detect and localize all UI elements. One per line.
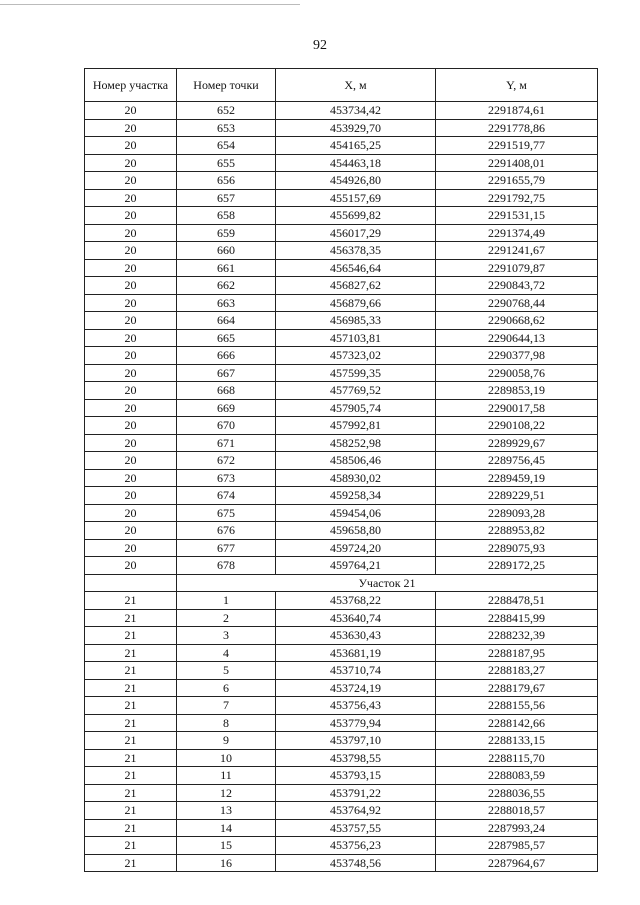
cell-plot-number: 20 <box>85 452 177 470</box>
cell-x: 455699,82 <box>276 207 436 225</box>
cell-y: 2289756,45 <box>436 452 598 470</box>
cell-plot-number: 20 <box>85 329 177 347</box>
table-row <box>85 294 598 312</box>
table-row <box>85 259 598 277</box>
cell-plot-number: 20 <box>85 364 177 382</box>
cell-x: 454165,25 <box>276 137 436 155</box>
cell-point-number: 10 <box>177 749 276 767</box>
cell-x: 459764,21 <box>276 557 436 575</box>
cell-x: 453640,74 <box>276 609 436 627</box>
cell-y: 2287993,24 <box>436 819 598 837</box>
cell-x: 453757,55 <box>276 819 436 837</box>
cell-point-number: 653 <box>177 119 276 137</box>
cell-y: 2291531,15 <box>436 207 598 225</box>
cell-y: 2288036,55 <box>436 784 598 802</box>
table-header <box>85 69 598 102</box>
cell-y: 2289459,19 <box>436 469 598 487</box>
cell-y: 2287985,57 <box>436 837 598 855</box>
table-row <box>85 347 598 365</box>
table-row <box>85 224 598 242</box>
cell-x: 453798,55 <box>276 749 436 767</box>
cell-y: 2289853,19 <box>436 382 598 400</box>
table-row <box>85 242 598 260</box>
cell-plot-number: 21 <box>85 784 177 802</box>
cell-point-number: 3 <box>177 627 276 645</box>
page-number: 92 <box>313 38 327 53</box>
cell-plot-number: 21 <box>85 802 177 820</box>
table-row <box>85 382 598 400</box>
cell-y: 2288232,39 <box>436 627 598 645</box>
section-title: Участок 21 <box>177 574 598 592</box>
cell-x: 453748,56 <box>276 854 436 872</box>
cell-y: 2287964,67 <box>436 854 598 872</box>
cell-point-number: 659 <box>177 224 276 242</box>
table-row <box>85 207 598 225</box>
header-plot-number: Номер участка <box>85 69 177 102</box>
table-row <box>85 714 598 732</box>
cell-plot-number: 21 <box>85 609 177 627</box>
cell-point-number: 668 <box>177 382 276 400</box>
cell-plot-number: 20 <box>85 417 177 435</box>
cell-y: 2291874,61 <box>436 102 598 120</box>
cell-plot-number: 20 <box>85 259 177 277</box>
table-row <box>85 154 598 172</box>
cell-point-number: 13 <box>177 802 276 820</box>
cell-point-number: 665 <box>177 329 276 347</box>
cell-x: 456879,66 <box>276 294 436 312</box>
cell-plot-number: 20 <box>85 224 177 242</box>
cell-plot-number: 21 <box>85 819 177 837</box>
cell-plot-number: 20 <box>85 522 177 540</box>
table-row <box>85 189 598 207</box>
table-row <box>85 609 598 627</box>
cell-x: 453793,15 <box>276 767 436 785</box>
table-row <box>85 137 598 155</box>
cell-plot-number: 21 <box>85 749 177 767</box>
cell-point-number: 670 <box>177 417 276 435</box>
table-row <box>85 627 598 645</box>
cell-y: 2291241,67 <box>436 242 598 260</box>
table-row <box>85 434 598 452</box>
cell-plot-number: 20 <box>85 154 177 172</box>
cell-x: 456378,35 <box>276 242 436 260</box>
cell-plot-number: 20 <box>85 347 177 365</box>
cell-y: 2290058,76 <box>436 364 598 382</box>
cell-y: 2289929,67 <box>436 434 598 452</box>
table-row <box>85 819 598 837</box>
cell-plot-number: 21 <box>85 627 177 645</box>
table-row <box>85 172 598 190</box>
cell-x: 454926,80 <box>276 172 436 190</box>
cell-x: 456017,29 <box>276 224 436 242</box>
cell-plot-number: 20 <box>85 172 177 190</box>
cell-x: 453734,42 <box>276 102 436 120</box>
table-row <box>85 399 598 417</box>
section-row <box>85 574 598 592</box>
table-row <box>85 679 598 697</box>
cell-plot-number: 20 <box>85 557 177 575</box>
cell-y: 2290843,72 <box>436 277 598 295</box>
cell-point-number: 661 <box>177 259 276 277</box>
cell-plot-number: 20 <box>85 382 177 400</box>
table-row <box>85 732 598 750</box>
section-empty-cell <box>85 574 177 592</box>
cell-x: 459658,80 <box>276 522 436 540</box>
cell-y: 2288187,95 <box>436 644 598 662</box>
cell-plot-number: 21 <box>85 679 177 697</box>
table-row <box>85 329 598 347</box>
cell-point-number: 12 <box>177 784 276 802</box>
cell-y: 2288133,15 <box>436 732 598 750</box>
top-rule <box>0 0 300 5</box>
cell-x: 453791,22 <box>276 784 436 802</box>
cell-plot-number: 21 <box>85 732 177 750</box>
cell-plot-number: 20 <box>85 137 177 155</box>
cell-point-number: 671 <box>177 434 276 452</box>
cell-point-number: 654 <box>177 137 276 155</box>
cell-point-number: 657 <box>177 189 276 207</box>
cell-plot-number: 20 <box>85 469 177 487</box>
table-row <box>85 522 598 540</box>
cell-x: 456985,33 <box>276 312 436 330</box>
cell-y: 2291792,75 <box>436 189 598 207</box>
cell-y: 2289075,93 <box>436 539 598 557</box>
table-row <box>85 539 598 557</box>
cell-plot-number: 20 <box>85 504 177 522</box>
cell-point-number: 7 <box>177 697 276 715</box>
cell-plot-number: 20 <box>85 487 177 505</box>
cell-x: 456546,64 <box>276 259 436 277</box>
table-row <box>85 469 598 487</box>
table-row <box>85 487 598 505</box>
cell-y: 2291519,77 <box>436 137 598 155</box>
cell-y: 2288179,67 <box>436 679 598 697</box>
cell-point-number: 666 <box>177 347 276 365</box>
cell-x: 453681,19 <box>276 644 436 662</box>
cell-x: 454463,18 <box>276 154 436 172</box>
cell-y: 2288183,27 <box>436 662 598 680</box>
cell-x: 453756,43 <box>276 697 436 715</box>
cell-point-number: 8 <box>177 714 276 732</box>
cell-y: 2288115,70 <box>436 749 598 767</box>
cell-x: 453764,92 <box>276 802 436 820</box>
cell-point-number: 663 <box>177 294 276 312</box>
cell-point-number: 655 <box>177 154 276 172</box>
cell-x: 453710,74 <box>276 662 436 680</box>
cell-plot-number: 21 <box>85 697 177 715</box>
cell-point-number: 678 <box>177 557 276 575</box>
cell-y: 2291655,79 <box>436 172 598 190</box>
cell-point-number: 15 <box>177 837 276 855</box>
cell-y: 2289093,28 <box>436 504 598 522</box>
cell-point-number: 664 <box>177 312 276 330</box>
cell-point-number: 669 <box>177 399 276 417</box>
cell-y: 2288018,57 <box>436 802 598 820</box>
cell-x: 457992,81 <box>276 417 436 435</box>
cell-point-number: 4 <box>177 644 276 662</box>
cell-plot-number: 21 <box>85 592 177 610</box>
cell-y: 2288953,82 <box>436 522 598 540</box>
cell-y: 2290644,13 <box>436 329 598 347</box>
cell-plot-number: 21 <box>85 767 177 785</box>
cell-point-number: 14 <box>177 819 276 837</box>
cell-point-number: 2 <box>177 609 276 627</box>
cell-plot-number: 21 <box>85 644 177 662</box>
cell-y: 2289229,51 <box>436 487 598 505</box>
cell-point-number: 656 <box>177 172 276 190</box>
cell-point-number: 5 <box>177 662 276 680</box>
cell-y: 2288155,56 <box>436 697 598 715</box>
header-x: X, м <box>276 69 436 102</box>
cell-point-number: 652 <box>177 102 276 120</box>
cell-point-number: 660 <box>177 242 276 260</box>
cell-plot-number: 20 <box>85 539 177 557</box>
cell-point-number: 675 <box>177 504 276 522</box>
cell-point-number: 674 <box>177 487 276 505</box>
header-point-number: Номер точки <box>177 69 276 102</box>
cell-y: 2288083,59 <box>436 767 598 785</box>
table-row <box>85 312 598 330</box>
cell-point-number: 6 <box>177 679 276 697</box>
cell-x: 453724,19 <box>276 679 436 697</box>
table-row <box>85 697 598 715</box>
cell-x: 458930,02 <box>276 469 436 487</box>
cell-x: 453929,70 <box>276 119 436 137</box>
cell-plot-number: 20 <box>85 277 177 295</box>
cell-y: 2291778,86 <box>436 119 598 137</box>
cell-x: 456827,62 <box>276 277 436 295</box>
table-row <box>85 277 598 295</box>
cell-plot-number: 20 <box>85 294 177 312</box>
table-row <box>85 452 598 470</box>
cell-y: 2290108,22 <box>436 417 598 435</box>
cell-x: 459724,20 <box>276 539 436 557</box>
cell-plot-number: 20 <box>85 434 177 452</box>
cell-y: 2288142,66 <box>436 714 598 732</box>
cell-x: 457905,74 <box>276 399 436 417</box>
cell-point-number: 658 <box>177 207 276 225</box>
table-row <box>85 592 598 610</box>
table-row <box>85 504 598 522</box>
table-row <box>85 749 598 767</box>
cell-plot-number: 20 <box>85 119 177 137</box>
table-row <box>85 119 598 137</box>
cell-plot-number: 20 <box>85 399 177 417</box>
cell-x: 459454,06 <box>276 504 436 522</box>
cell-plot-number: 21 <box>85 714 177 732</box>
cell-x: 457323,02 <box>276 347 436 365</box>
cell-y: 2290377,98 <box>436 347 598 365</box>
table-row <box>85 364 598 382</box>
cell-x: 455157,69 <box>276 189 436 207</box>
cell-point-number: 673 <box>177 469 276 487</box>
cell-y: 2288415,99 <box>436 609 598 627</box>
coordinates-table <box>84 68 598 872</box>
cell-y: 2291374,49 <box>436 224 598 242</box>
cell-plot-number: 20 <box>85 189 177 207</box>
cell-x: 453756,23 <box>276 837 436 855</box>
cell-point-number: 677 <box>177 539 276 557</box>
cell-plot-number: 21 <box>85 854 177 872</box>
cell-x: 457599,35 <box>276 364 436 382</box>
cell-plot-number: 21 <box>85 837 177 855</box>
cell-point-number: 9 <box>177 732 276 750</box>
table-row <box>85 784 598 802</box>
cell-plot-number: 20 <box>85 102 177 120</box>
table-row <box>85 837 598 855</box>
cell-x: 458506,46 <box>276 452 436 470</box>
cell-point-number: 11 <box>177 767 276 785</box>
cell-y: 2291408,01 <box>436 154 598 172</box>
table-row <box>85 644 598 662</box>
table-body <box>85 102 598 872</box>
cell-point-number: 667 <box>177 364 276 382</box>
table-row <box>85 662 598 680</box>
cell-point-number: 16 <box>177 854 276 872</box>
table-row <box>85 557 598 575</box>
cell-x: 457769,52 <box>276 382 436 400</box>
cell-plot-number: 20 <box>85 207 177 225</box>
cell-plot-number: 20 <box>85 242 177 260</box>
table-row <box>85 102 598 120</box>
cell-x: 453797,10 <box>276 732 436 750</box>
cell-y: 2290668,62 <box>436 312 598 330</box>
cell-plot-number: 20 <box>85 312 177 330</box>
cell-y: 2289172,25 <box>436 557 598 575</box>
cell-point-number: 662 <box>177 277 276 295</box>
cell-plot-number: 21 <box>85 662 177 680</box>
cell-point-number: 672 <box>177 452 276 470</box>
cell-point-number: 676 <box>177 522 276 540</box>
table-row <box>85 802 598 820</box>
cell-x: 453630,43 <box>276 627 436 645</box>
table-row <box>85 767 598 785</box>
cell-x: 458252,98 <box>276 434 436 452</box>
cell-x: 453768,22 <box>276 592 436 610</box>
cell-x: 457103,81 <box>276 329 436 347</box>
cell-y: 2290768,44 <box>436 294 598 312</box>
cell-x: 453779,94 <box>276 714 436 732</box>
cell-x: 459258,34 <box>276 487 436 505</box>
header-y: Y, м <box>436 69 598 102</box>
cell-y: 2290017,58 <box>436 399 598 417</box>
table-row <box>85 854 598 872</box>
cell-y: 2291079,87 <box>436 259 598 277</box>
cell-y: 2288478,51 <box>436 592 598 610</box>
cell-point-number: 1 <box>177 592 276 610</box>
table-row <box>85 417 598 435</box>
